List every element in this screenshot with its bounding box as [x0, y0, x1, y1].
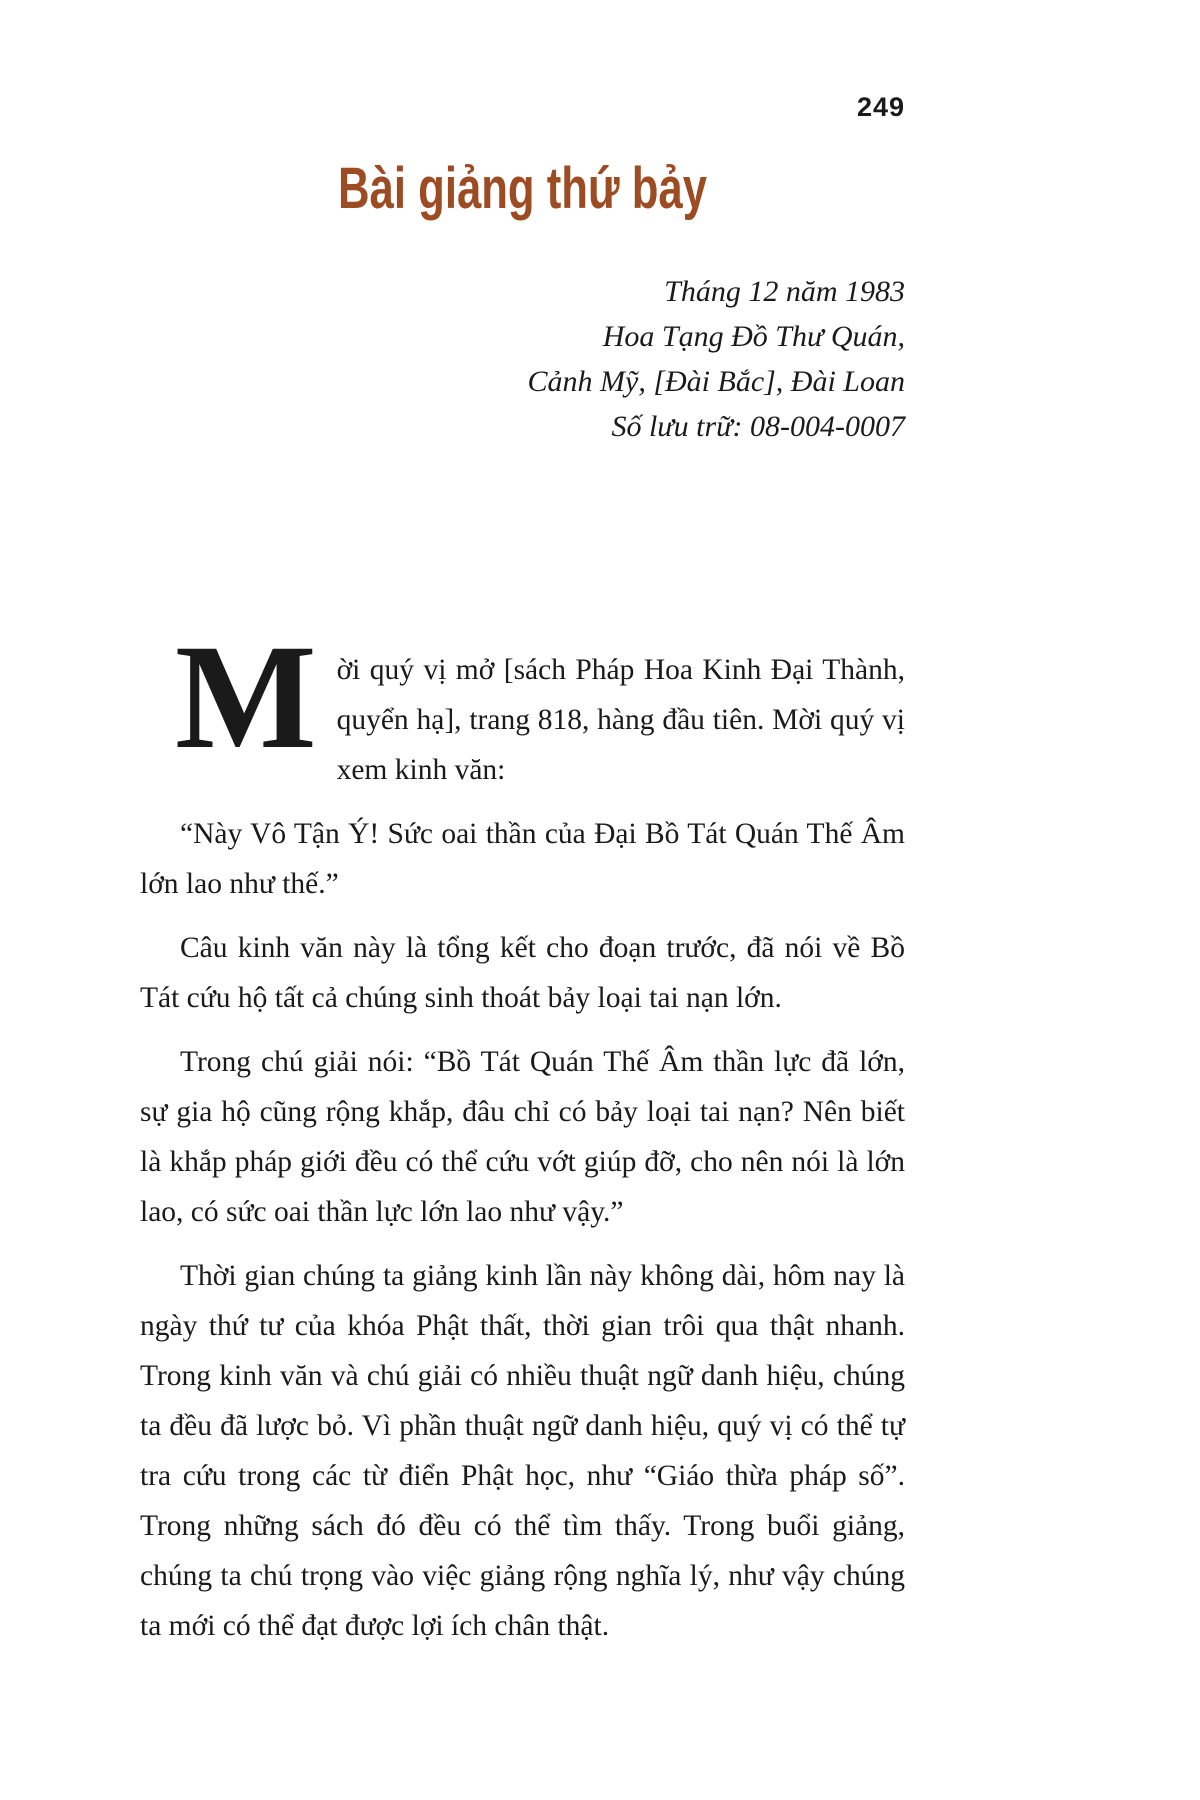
paragraph-summary: Câu kinh văn này là tổng kết cho đoạn trước, đã nói về Bồ Tát cứu hộ tất cả chúng sinh thoát bảy loại tai nạn lớn. — [140, 931, 905, 1014]
chapter-title-text: Bài giảng thứ bảy — [338, 154, 707, 221]
paragraph-sutra-quote: “Này Vô Tận Ý! Sức oai thần của Đại Bồ Tát Quán Thế Âm lớn lao như thế.” — [140, 817, 905, 900]
meta-line-date: Tháng 12 năm 1983 — [664, 274, 905, 308]
body-text — [140, 613, 905, 1651]
paragraph-opening — [140, 613, 905, 795]
lecture-metadata — [140, 269, 905, 449]
paragraph-commentary-quote: Trong chú giải nói: “Bồ Tát Quán Thế Âm thần lực đã lớn, sự gia hộ cũng rộng khắp, đâu chỉ có bảy loại tai nạn? Nên biết là khắp pháp giới đều có thể cứu vớt giúp đỡ, cho nên nói là lớn lao, có sức oai thần lực lớn lao như vậy.” — [140, 1045, 905, 1228]
drop-cap: M — [175, 613, 317, 780]
meta-line-location: Cảnh Mỹ, [Đài Bắc], Đài Loan — [527, 364, 905, 398]
paragraph-lecture-notes: Thời gian chúng ta giảng kinh lần này không dài, hôm nay là ngày thứ tư của khóa Phật thất, thời gian trôi qua thật nhanh. Trong kinh văn và chú giải có nhiều thuật ngữ danh hiệu, chúng ta đều đã lược bỏ. Vì phần thuật ngữ danh hiệu, quý vị có thể tự tra cứu trong các từ điển Phật học, như “Giáo thừa pháp số”. Trong những sách đó đều có thể tìm thấy. Trong buổi giảng, chúng ta chú trọng vào việc giảng rộng nghĩa lý, như vậy chúng ta mới có thể đạt được lợi ích chân thật. — [140, 1259, 905, 1642]
meta-line-venue: Hoa Tạng Đồ Thư Quán, — [602, 319, 905, 353]
chapter-title — [140, 154, 905, 221]
paragraph-opening-text: ời quý vị mở [sách Pháp Hoa Kinh Đại Thành, quyển hạ], trang 818, hàng đầu tiên. Mời quý vị xem kinh văn: — [336, 653, 905, 786]
meta-line-archive-number: Số lưu trữ: 08-004-0007 — [611, 409, 905, 443]
page-number: 249 — [856, 92, 905, 122]
